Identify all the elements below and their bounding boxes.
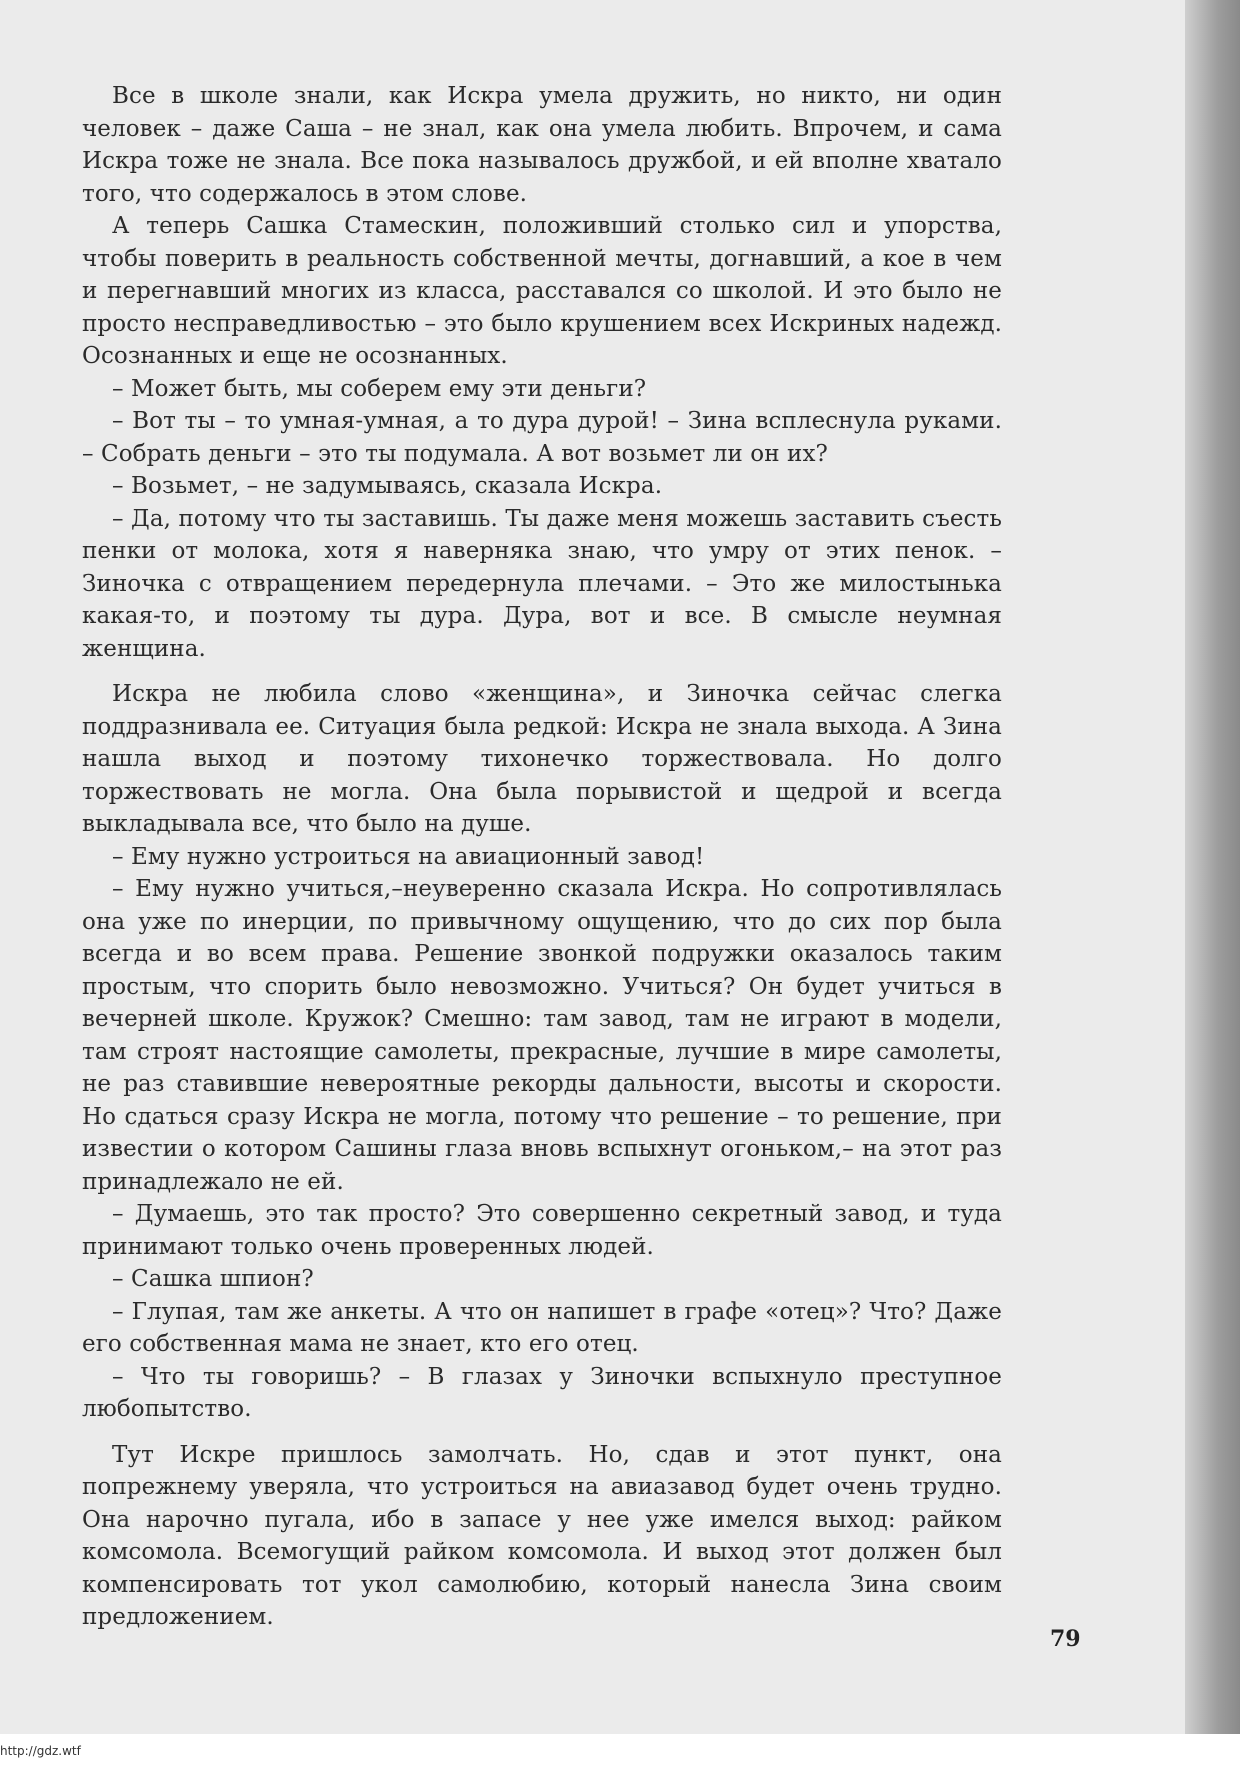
dialogue-line: – Может быть, мы соберем ему эти деньги? (112, 375, 647, 402)
page-number: 79 (1050, 1626, 1081, 1652)
dialogue-line: – Сашка шпион? (112, 1266, 314, 1292)
dialogue-line: – Ему нужно устроиться на авиационный завод! (112, 843, 705, 870)
dialogue-line: – Вот ты – то умная-умная, а то дура дурой! – Зина всплеснула руками. – Собрать деньги – это ты подумала. А вот возьмет ли он их? (82, 408, 1002, 467)
dialogue-line: – Что ты говоришь? – В глазах у Зиночки вспыхнуло преступное любопытство. (82, 1363, 1002, 1422)
dialogue-line: – Глупая, там же анкеты. А что он напишет в графе «отец»? Что? Даже его собственная мама не знает, кто его отец. (82, 1298, 1002, 1357)
paragraph: Искра не любила слово «женщина», и Зиночка сейчас слегка поддразнивала ее. Ситуация была редкой: Искра не знала выхода. А Зина нашла выход и поэтому тихонечко торжествовала. Но долго торжествовать не могла. Она была порывистой и щедрой и всегда выкладывала все, что было на душе. (82, 681, 1002, 837)
paragraph: Тут Искре пришлось замолчать. Но, сдав и этот пункт, она попрежнему уверяла, что устроиться на авиазавод будет очень трудно. Она нарочно пугала, ибо в запасе у нее уже имелся выход: райком комсомола. Всемогущий райком комсомола. И выход этот должен был компенсировать тот укол самолюбию, который нанесла Зина своим предложением. (82, 1441, 1002, 1630)
paragraph: А теперь Сашка Стамескин, положивший столько сил и упорства, чтобы поверить в реальность собственной мечты, догнавший, а кое в чем и перегнавший многих из класса, расставался со школой. И это было не просто несправедливостью – это было крушением всех Искриных надежд. Осознанных и еще не осознанных. (82, 213, 1002, 369)
dialogue-line: – Да, потому что ты заставишь. Ты даже меня можешь заставить съесть пенки от молока, хотя я наверняка знаю, что умру от этих пенок. – Зиночка с отвращением передернула плечами. – Это же милостынька какая-то, и поэтому ты дура. Дура, вот и все. В смысле неумная женщина. (82, 505, 1002, 662)
paragraph: Все в школе знали, как Искра умела дружить, но никто, ни один человек – даже Саша – не знал, как она умела любить. Впрочем, и сама Искра тоже не знала. Все пока называлось дружбой, и ей вполне хватало того, что содержалось в этом слове. (82, 83, 1002, 207)
book-spine-shadow (1185, 0, 1240, 1734)
dialogue-line: – Думаешь, это так просто? Это совершенно секретный завод, и туда принимают только очень проверенных людей. (82, 1201, 1002, 1260)
dialogue-line: – Возьмет, – не задумываясь, сказала Искра. (112, 473, 663, 499)
watermark-url: http://gdz.wtf (0, 1744, 81, 1758)
dialogue-line: – Ему нужно учиться,–неуверенно сказала Искра. Но сопротивлялась она уже по инерции, по привычному ощущению, что до сих пор была всегда и во всем права. Решение звонкой подружки оказалось таким простым, что спорить было невозможно. Учиться? Он будет учиться в вечерней школе. Кружок? Смешно: там завод, там не играют в модели, там строят настоящие самолеты, прекрасные, лучшие в мире самолеты, не раз ставившие невероятные рекорды дальности, высоты и скорости. Но сдаться сразу Искра не могла, потому что решение – то решение, при известии о котором Сашины глаза вновь вспыхнут огоньком,– на этот раз принадлежало не ей. (82, 876, 1002, 1195)
book-text (82, 80, 1002, 1634)
